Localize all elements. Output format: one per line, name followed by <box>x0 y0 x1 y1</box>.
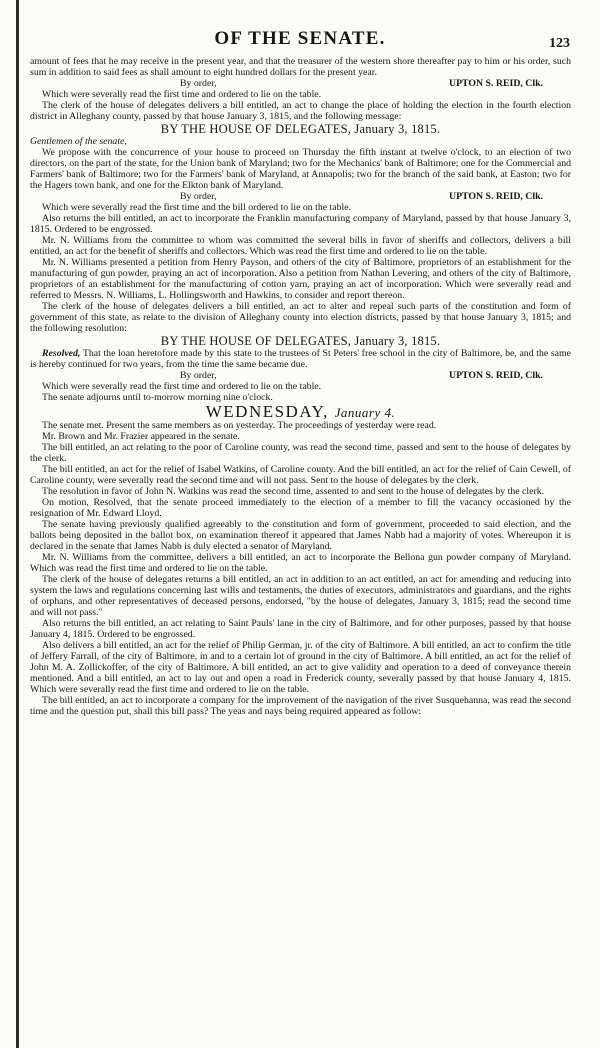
paragraph: Which were severally read the first time and the bill ordered to lie on the table. <box>42 202 352 213</box>
page-number: 123 <box>549 36 570 51</box>
paragraph: The bill entitled, an act for the relief of Isabel Watkins, of Caroline county. And the bill entitled, an act for the relief of Cain Cewell, of Caroline county, were severally read the second time and will not pass. Sent to the house of delegates by the clerk. <box>30 464 571 486</box>
signature-block <box>30 370 571 381</box>
paragraph: The senate having previously qualified agreeably to the constitution and form of government, proceeded to said election, and the ballots being deposited in the ballot box, on examination thereof it appeared that James Nabb had a majority of votes. Whereupon it is declared in the senate that James Nabb is duly elected a senator of Maryland. <box>30 519 571 552</box>
page-edge-rule <box>16 0 19 1048</box>
signature-block <box>30 191 571 202</box>
paragraph: The clerk of the house of delegates delivers a bill entitled, an act to change the place of holding the election in the fourth election district in Alleghany county, passed by that house January 3, 1815, and the following message: <box>30 100 571 122</box>
running-head: OF THE SENATE. <box>214 28 386 49</box>
page-header <box>0 28 600 54</box>
resolution-paragraph <box>30 348 571 370</box>
day-date: January 4. <box>334 405 396 420</box>
salutation: Gentlemen of the senate, <box>30 136 127 147</box>
page-body <box>30 56 571 717</box>
by-order: By order, <box>180 191 217 202</box>
paragraph: Mr. N. Williams from the committee, delivers a bill entitled, an act to incorporate the Bellona gun powder company of Maryland. Which was read the first time and ordered to lie on the table. <box>30 552 571 574</box>
paragraph: On motion, Resolved, that the senate proceed immediately to the election of a member to fill the vacancy occasioned by the resignation of Mr. Edward Lloyd. <box>30 497 571 519</box>
paragraph: Which were severally read the first time and ordered to lie on the table. <box>42 89 322 100</box>
resolved-label: Resolved, <box>42 348 81 359</box>
paragraph-fees: amount of fees that he may receive in the present year, and that the treasurer of the western shore thereafter pay to him or his order, such sum in addition to said fees as shall amount to eight hundred dollars for the present year. <box>30 56 571 78</box>
clerk-name: UPTON S. REID, Clk. <box>449 78 543 89</box>
paragraph: The senate adjourns until to-morrow morning nine o'clock. <box>42 392 273 403</box>
paragraph: The senate met. Present the same members as on yesterday. The proceedings of yesterday were read. <box>42 420 437 431</box>
signature-block <box>30 78 571 89</box>
paragraph: The bill entitled, an act to incorporate a company for the improvement of the navigation of the river Susquehanna, was read the second time and the question put, shall this bill pass? The yeas and nays being required appeared as follow: <box>30 695 571 717</box>
paragraph: The clerk of the house of delegates returns a bill entitled, an act in addition to an act entitled, an act for amending and reducing into system the laws and regulations concerning last wills and testaments, the duties of executors, administrators and guardians, and the rights of orphans, and other representatives of deceased persons, endorsed, "by the house of delegates, January 3, 1815; read the second time and will not pass." <box>30 574 571 618</box>
house-heading: BY THE HOUSE OF DELEGATES, January 3, 1815. <box>160 334 441 348</box>
paragraph: The bill entitled, an act relating to the poor of Caroline county, was read the second time, passed and sent to the house of delegates by the clerk. <box>30 442 571 464</box>
paragraph: The clerk of the house of delegates delivers a bill entitled, an act to alter and repeal such parts of the constitution and form of government of this state, as relate to the division of Alleghany county into election districts, passed by that house January 3, 1815; and the following resolution: <box>30 301 571 334</box>
day-heading <box>30 402 571 421</box>
paragraph-election-message: We propose with the concurrence of your house to proceed on Thursday the fifth instant at twelve o'clock, to an election of two directors, on the part of the state, for the Union bank of Maryland; two for the Mechanics' bank of Baltimore; one for the Commercial and Farmers' bank of Baltimore; two for the Farmers' bank of Maryland, at Annapolis; two for the branch of the said bank, at Easton; two for the Hagers town bank, and one for the Elkton bank of Maryland. <box>30 147 571 191</box>
paragraph: Mr. N. Williams from the committee to whom was committed the several bills in favor of sheriffs and collectors, delivers a bill entitled, an act for the benefit of sheriffs and collectors. Which was read the first time and ordered to lie on the table. <box>30 235 571 257</box>
by-order: By order, <box>180 78 217 89</box>
house-heading: BY THE HOUSE OF DELEGATES, January 3, 1815. <box>160 122 441 136</box>
paragraph: Also returns the bill entitled, an act relating to Saint Pauls' lane in the city of Baltimore, and for other purposes, passed by that house January 4, 1815. Ordered to be engrossed. <box>30 618 571 640</box>
clerk-name: UPTON S. REID, Clk. <box>449 191 543 202</box>
clerk-name: UPTON S. REID, Clk. <box>449 370 543 381</box>
paragraph: Mr. N. Williams presented a petition from Henry Payson, and others of the city of Baltimore, proprietors of an establishment for the manufacturing of gun powder, praying an act of incorporation. Also a petition from Nathan Levering, and others of the city of Baltimore, proprietors of an establishment for the manufacturing of cotton yarn, praying an act of incorporation. Which were severally read and referred to Messrs. N. Williams, L. Hollingsworth and Hawkins, to consider and report thereon. <box>30 257 571 301</box>
paragraph: Mr. Brown and Mr. Frazier appeared in the senate. <box>42 431 240 442</box>
paragraph: Also delivers a bill entitled, an act for the relief of Philip German, jr. of the city of Baltimore. A bill entitled, an act to confirm the title of Jeffery Farrall, of the city of Baltimore, in and to a certain lot of ground in the city of Baltimore. A bill entitled, an act for the relief of John M. A. Zollickoffer, of the city of Baltimore. A bill entitled, an act to give validity and operation to a deed of conveyance therein mentioned. And a bill entitled, an act to lay out and open a road in Frederick county, severally passed by that house January 4, 1815. Which were severally read the first time and ordered to lie on the table. <box>30 640 571 695</box>
by-order: By order, <box>180 370 217 381</box>
day-name: WEDNESDAY, <box>205 402 329 421</box>
paragraph: The resolution in favor of John N. Watkins was read the second time, assented to and sent to the house of delegates by the clerk. <box>42 486 545 497</box>
paragraph: Also returns the bill entitled, an act to incorporate the Franklin manufacturing company of Maryland, passed by that house January 3, 1815. Ordered to be engrossed. <box>30 213 571 235</box>
resolution-text: That the loan heretofore made by this state to the trustees of St Peters' free school in the city of Baltimore, be, and the same is hereby continued for two years, from the time the same became due. <box>30 348 571 370</box>
paragraph: Which were severally read the first time and ordered to lie on the table. <box>42 381 322 392</box>
